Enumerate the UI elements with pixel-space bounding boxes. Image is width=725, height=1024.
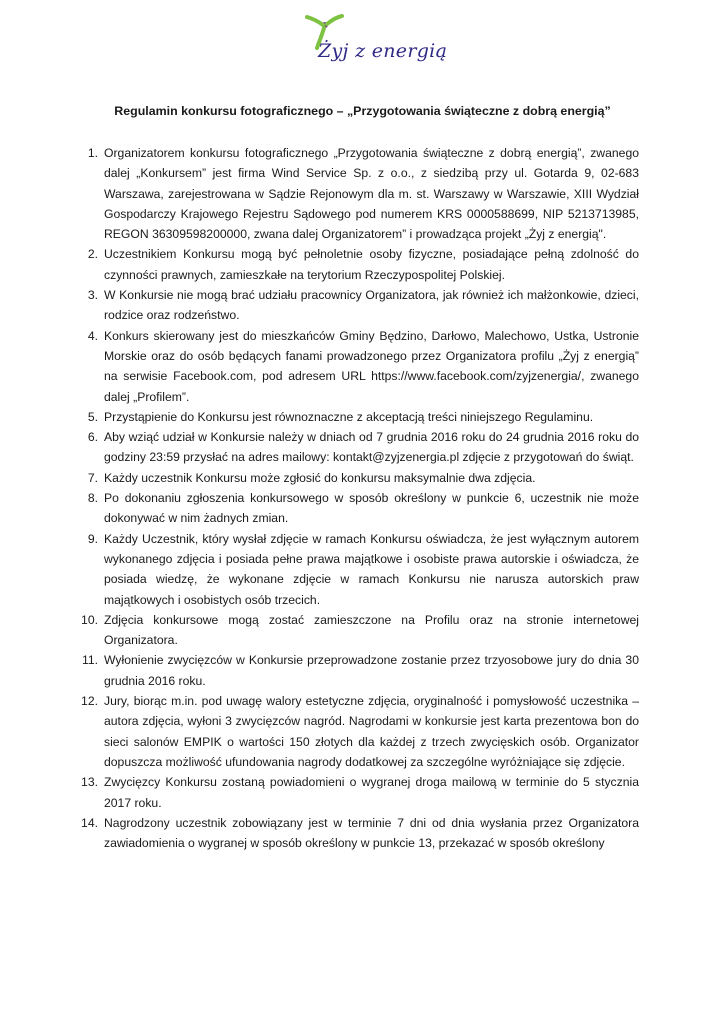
rule-text: W Konkursie nie mogą brać udziału pracownicy Organizatora, jak również ich małżonkowie, dzieci, rodzice oraz rodzeństwo.	[104, 288, 639, 323]
rule-number: 5.	[87, 409, 98, 424]
rule-item	[81, 813, 639, 854]
rule-item	[87, 244, 639, 285]
rule-number: 3.	[87, 288, 98, 303]
rule-item	[87, 285, 639, 326]
rule-item	[81, 691, 639, 772]
rule-item	[87, 427, 639, 468]
rule-text: Zwycięzcy Konkursu zostaną powiadomieni o wygranej droga mailową w terminie do 5 stycznia 2017 roku.	[104, 775, 639, 810]
document-title: Regulamin konkursu fotograficznego – „Przygotowania świąteczne z dobrą energią”	[114, 104, 611, 118]
rule-item	[87, 488, 639, 529]
rule-number: 12.	[81, 694, 98, 709]
rule-text: Organizatorem konkursu fotograficznego „Przygotowania świąteczne z dobrą energią”, zwanego dalej „Konkursem” jest firma Wind Service Sp. z o.o., z siedzibą przy ul. Gotarda 9, 02-683 Warszawa, zarejestrowana w Sądzie Rejonowym dla m. st. Warszawy w Warszawie, XIII Wydział Gospodarczy Krajowego Rejestru Sądowego pod numerem KRS 0000588699, NIP 5213713985, REGON 36309598200000, zwana dalej Organizatorem” i prowadząca projekt „Żyj z energią".	[104, 146, 639, 242]
rule-item	[87, 326, 639, 407]
logo	[304, 14, 448, 70]
rule-item	[81, 610, 639, 651]
rule-number: 8.	[87, 491, 98, 506]
rule-item	[87, 529, 639, 610]
rule-number: 1.	[87, 146, 98, 160]
rule-text: Aby wziąć udział w Konkursie należy w dniach od 7 grudnia 2016 roku do 24 grudnia 2016 roku do godziny 23:59 przysłać na adres mailowy: kontakt@zyjzenergia.pl zdjęcie z przygotowań do świąt.	[104, 430, 639, 465]
rule-item	[87, 407, 639, 427]
rule-text: Nagrodzony uczestnik zobowiązany jest w terminie 7 dni od dnia wysłania przez Organizatora zawiadomienia o wygranej w sposób określony w punkcie 13, przekazać w sposób określony	[104, 815, 639, 851]
logo-text: Żyj z energią	[318, 40, 448, 62]
rule-text: Jury, biorąc m.in. pod uwagę walory estetyczne zdjęcia, oryginalność i pomysłowość uczestnika – autora zdjęcia, wyłoni 3 zwycięzców nagród. Nagrodami w konkursie jest karta prezentowa bon do sieci salonów EMPIK o wartości 150 złotych dla każdej z trzech zwycięskich osób. Organizator dopuszcza możliwość ufundowania nagrody dodatkowej za szczególne wyróżniające się zdjęcie.	[104, 694, 639, 769]
rule-number: 9.	[87, 531, 98, 546]
rule-item	[81, 772, 639, 813]
rule-item	[87, 468, 639, 488]
rule-number: 7.	[87, 470, 98, 485]
rule-text: Uczestnikiem Konkursu mogą być pełnoletnie osoby fizyczne, posiadające pełną zdolność do czynności prawnych, zamieszkałe na terytorium Rzeczypospolitej Polskiej.	[104, 247, 639, 282]
rule-text: Każdy Uczestnik, który wysłał zdjęcie w ramach Konkursu oświadcza, że jest wyłącznym autorem wykonanego zdjęcia i posiada pełne prawa majątkowe i osobiste prawa autorskie i oświadcza, że posiada wiedzę, że wykonane zdjęcie w ramach Konkursu nie narusza autorskich praw majątkowych i osobistych osób trzecich.	[104, 531, 639, 607]
rule-text: Konkurs skierowany jest do mieszkańców Gminy Będzino, Darłowo, Malechowo, Ustka, Ustronie Morskie oraz do osób będących fanami prowadzonego przez Organizatora profilu „Żyj z energią” na serwisie Facebook.com, pod adresem URL https://www.facebook.com/zyjzenergia/, zwanego dalej „Profilem”.	[104, 328, 639, 404]
rule-text: Przystąpienie do Konkursu jest równoznaczne z akceptacją treści niniejszego Regulaminu.	[104, 409, 594, 424]
rule-text: Wyłonienie zwycięzców w Konkursie przeprowadzone zostanie przez trzyosobowe jury do dnia 30 grudnia 2016 roku.	[104, 653, 639, 688]
rules-list	[81, 143, 639, 853]
rule-number: 13.	[81, 775, 98, 790]
rule-item	[87, 143, 639, 244]
rule-number: 11.	[81, 653, 98, 668]
rule-number: 14.	[81, 815, 98, 830]
rule-number: 4.	[87, 328, 98, 343]
rule-text: Zdjęcia konkursowe mogą zostać zamieszczone na Profilu oraz na stronie internetowej Organizatora.	[104, 612, 639, 648]
rule-item	[81, 650, 639, 691]
rule-text: Każdy uczestnik Konkursu może zgłosić do konkursu maksymalnie dwa zdjęcia.	[104, 470, 536, 485]
rule-number: 10.	[81, 612, 98, 627]
rule-text: Po dokonaniu zgłoszenia konkursowego w sposób określony w punkcie 6, uczestnik nie może dokonywać w nim żadnych zmian.	[104, 491, 639, 526]
rule-number: 2.	[87, 247, 98, 262]
rule-number: 6.	[87, 430, 98, 445]
